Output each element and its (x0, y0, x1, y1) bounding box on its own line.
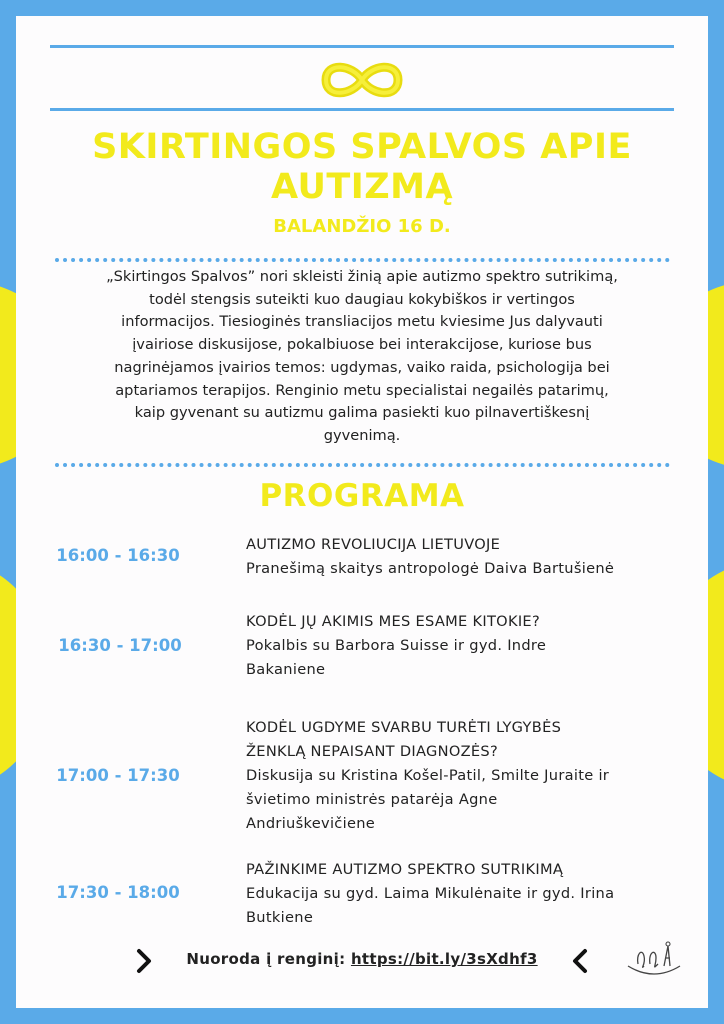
program-event (246, 716, 686, 836)
event-date: BALANDŽIO 16 D. (273, 216, 451, 237)
description-line: nagrinėjamos įvairios temos: ugdymas, vaiko raida, psichologija bei (114, 358, 610, 376)
program-time: 17:00 - 17:30 (56, 766, 180, 785)
description-line: įvairiose diskusijose, pokalbiuose bei interakcijose, kuriose bus (132, 336, 592, 354)
event-title: KODĖL UGDYME SVARBU TURĖTI LYGYBĖS (246, 719, 562, 736)
event-link-row (0, 950, 724, 968)
infinity-icon (316, 56, 408, 104)
program-time: 16:00 - 16:30 (56, 546, 180, 565)
event-speaker: Pranešimą skaitys antropologė Daiva Bartušienė (246, 560, 615, 577)
description-line: „Skirtingos Spalvos” nori skleisti žinią apie autizmo spektro sutrikimą, (106, 268, 618, 285)
dotted-divider-top (55, 258, 670, 262)
event-link[interactable]: https://bit.ly/3sXdhf3 (350, 950, 538, 968)
description-line: todėl stengsis suteikti kuo daugiau kokybiškos ir vertingos (149, 290, 575, 308)
program-event (246, 610, 686, 682)
chevron-left-icon (566, 947, 594, 975)
event-title: PAŽINKIME AUTIZMO SPEKTRO SUTRIKIMĄ (246, 861, 564, 878)
event-speaker: Pokalbis su Barbora Suisse ir gyd. Indre (246, 637, 547, 654)
event-title-line1: SKIRTINGOS SPALVOS APIE (92, 127, 632, 167)
event-speaker: Butkiene (246, 909, 314, 926)
event-link-label: Nuoroda į renginį: (186, 950, 346, 968)
dotted-divider-bottom (55, 463, 670, 467)
event-speaker: Bakaniene (246, 661, 326, 678)
event-description (50, 266, 674, 448)
event-title: KODĖL JŲ AKIMIS MES ESAME KITOKIE? (246, 613, 540, 630)
description-line: kaip gyvenant su autizmu galima pasiekti kuo pilnavertiškesnį (134, 404, 590, 422)
event-speaker: švietimo ministrės patarėja Agne (246, 791, 498, 808)
program-event (246, 858, 686, 930)
event-speaker: Diskusija su Kristina Košel-Patil, Smilte Juraite ir (246, 767, 610, 784)
event-speaker: Edukacija su gyd. Laima Mikulėnaite ir gyd. Irina (246, 885, 615, 902)
program-event (246, 533, 686, 581)
description-line: gyvenimą. (323, 426, 401, 444)
program-time: 16:30 - 17:00 (58, 636, 182, 655)
logo-rule (50, 108, 674, 111)
program-time: 17:30 - 18:00 (56, 883, 180, 902)
program-heading: PROGRAMA (259, 478, 465, 514)
event-title-line2: AUTIZMĄ (270, 167, 454, 207)
signature-logo-icon (624, 936, 684, 988)
top-rule (50, 45, 674, 48)
description-line: aptariamos terapijos. Renginio metu specialistai negailės patarimų, (115, 381, 609, 399)
event-speaker: Andriuškevičiene (246, 815, 376, 832)
description-line: informacijos. Tiesioginės transliacijos metu kviesime Jus dalyvauti (121, 313, 603, 331)
event-title: ŽENKLĄ NEPAISANT DIAGNOZĖS? (246, 743, 499, 760)
event-title: AUTIZMO REVOLIUCIJA LIETUVOJE (246, 536, 501, 553)
